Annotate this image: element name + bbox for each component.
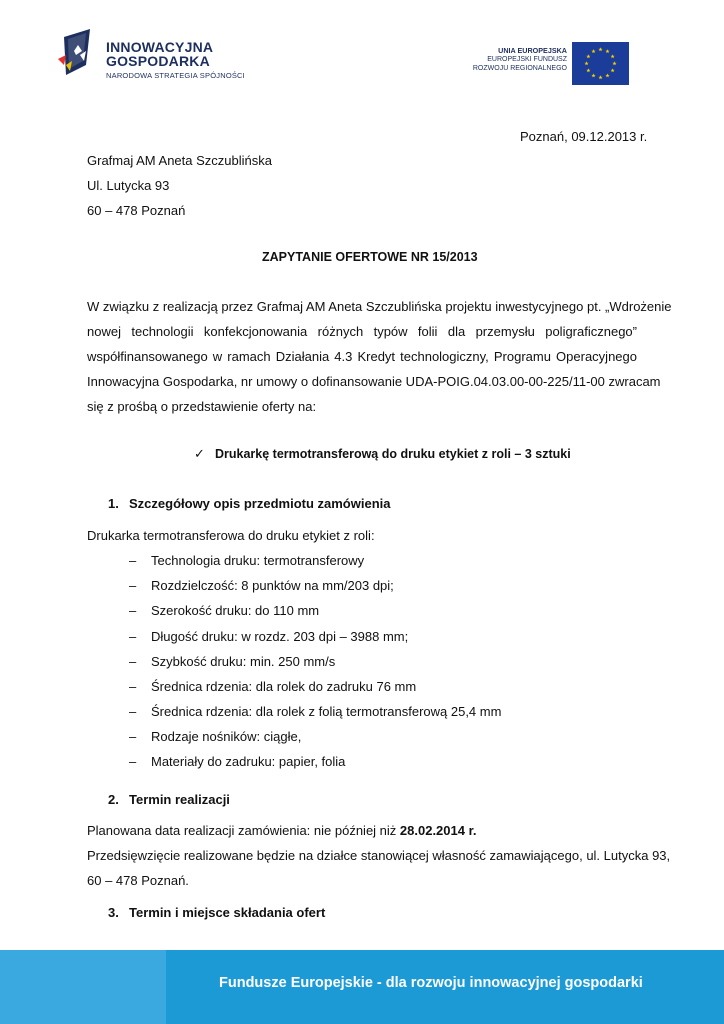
list-dash: –: [129, 729, 137, 744]
intro-line-1: W związku z realizacją przez Grafmaj AM Aneta Szczublińska projektu inwestycyjnego pt. „Wdrożenie: [87, 299, 672, 314]
spec-item: Technologia druku: termotransferowy: [151, 553, 365, 568]
list-dash: –: [129, 629, 137, 644]
section2-heading: Termin realizacji: [129, 792, 230, 807]
section2-location-line: Przedsięwzięcie realizowane będzie na działce stanowiącej własność zamawiającego, ul. Lutycka 93,: [87, 848, 671, 863]
ig-logo-line2: GOSPODARKA: [106, 53, 210, 69]
footer-left-block: [0, 950, 166, 1024]
eu-flag-icon: [572, 42, 629, 85]
list-dash: –: [129, 679, 137, 694]
section1-number: 1.: [108, 496, 119, 511]
section2-number: 2.: [108, 792, 119, 807]
section1-heading: Szczegółowy opis przedmiotu zamówienia: [129, 496, 391, 511]
place-date: Poznań, 09.12.2013 r.: [520, 129, 648, 144]
section2-location-city: 60 – 478 Poznań.: [87, 873, 189, 888]
spec-item: Średnica rdzenia: dla rolek z folią termotransferową 25,4 mm: [151, 704, 502, 719]
intro-line-5: się z prośbą o przedstawienie oferty na:: [87, 399, 317, 414]
ig-logo-subtitle: NARODOWA STRATEGIA SPÓJNOŚCI: [106, 71, 245, 80]
section2-date-prefix: Planowana data realizacji zamówienia: nie później niż: [87, 823, 400, 838]
spec-item: Szybkość druku: min. 250 mm/s: [151, 654, 336, 669]
spec-item: Średnica rdzenia: dla rolek do zadruku 76 mm: [151, 679, 417, 694]
innowacyjna-gospodarka-logo: [56, 25, 256, 85]
spec-item: Szerokość druku: do 110 mm: [151, 603, 320, 618]
eu-logo-line3: ROZWOJU REGIONALNEGO: [472, 65, 567, 72]
spec-item: Długość druku: w rozdz. 203 dpi – 3988 mm;: [151, 629, 409, 644]
section2-date-line: [87, 823, 477, 838]
eu-logo: [463, 42, 629, 85]
section1-lead: Drukarka termotransferowa do druku etykiet z roli:: [87, 528, 375, 543]
address-line-1: Grafmaj AM Aneta Szczublińska: [87, 153, 272, 168]
eu-logo-text: [473, 46, 567, 73]
section3-number: 3.: [108, 905, 119, 920]
list-dash: –: [129, 704, 137, 719]
intro-line-4: Innowacyjna Gospodarka, nr umowy o dofinansowanie UDA-POIG.04.03.00-00-225/11-00 zwracam: [87, 374, 661, 389]
footer-slogan: Fundusze Europejskie - dla rozwoju innowacyjnej gospodarki: [219, 975, 643, 991]
section3-heading: Termin i miejsce składania ofert: [129, 905, 326, 920]
list-dash: –: [129, 578, 137, 593]
check-icon: ✓: [194, 446, 205, 461]
list-dash: –: [129, 654, 137, 669]
section2-date-value: 28.02.2014 r.: [399, 823, 477, 838]
address-line-3: 60 – 478 Poznań: [87, 203, 186, 218]
ig-logo-mark-icon: [56, 25, 102, 83]
list-dash: –: [129, 754, 137, 769]
list-dash: –: [129, 553, 137, 568]
eu-logo-line1: UNIA EUROPEJSKA: [498, 46, 567, 55]
list-dash: –: [129, 603, 137, 618]
intro-line-2: nowej technologii konfekcjonowania różnych typów folii dla przemysłu poligraficznego”: [87, 324, 637, 339]
spec-item: Rozdzielczość: 8 punktów na mm/203 dpi;: [151, 578, 394, 593]
spec-item: Rodzaje nośników: ciągłe,: [151, 729, 302, 744]
eu-logo-line2: EUROPEJSKI FUNDUSZ: [487, 56, 567, 63]
document-title: ZAPYTANIE OFERTOWE NR 15/2013: [262, 250, 478, 264]
intro-line-3: współfinansowanego w ramach Działania 4.3 Kredyt technologiczny, Programu Operacyjnego: [87, 349, 637, 364]
address-line-2: Ul. Lutycka 93: [87, 178, 170, 193]
check-item-text: Drukarkę termotransferową do druku etykiet z roli – 3 sztuki: [215, 447, 571, 461]
spec-item: Materiały do zadruku: papier, folia: [151, 754, 346, 769]
ig-logo-title: [106, 40, 213, 68]
ig-logo-line1: INNOWACYJNA: [106, 39, 214, 55]
